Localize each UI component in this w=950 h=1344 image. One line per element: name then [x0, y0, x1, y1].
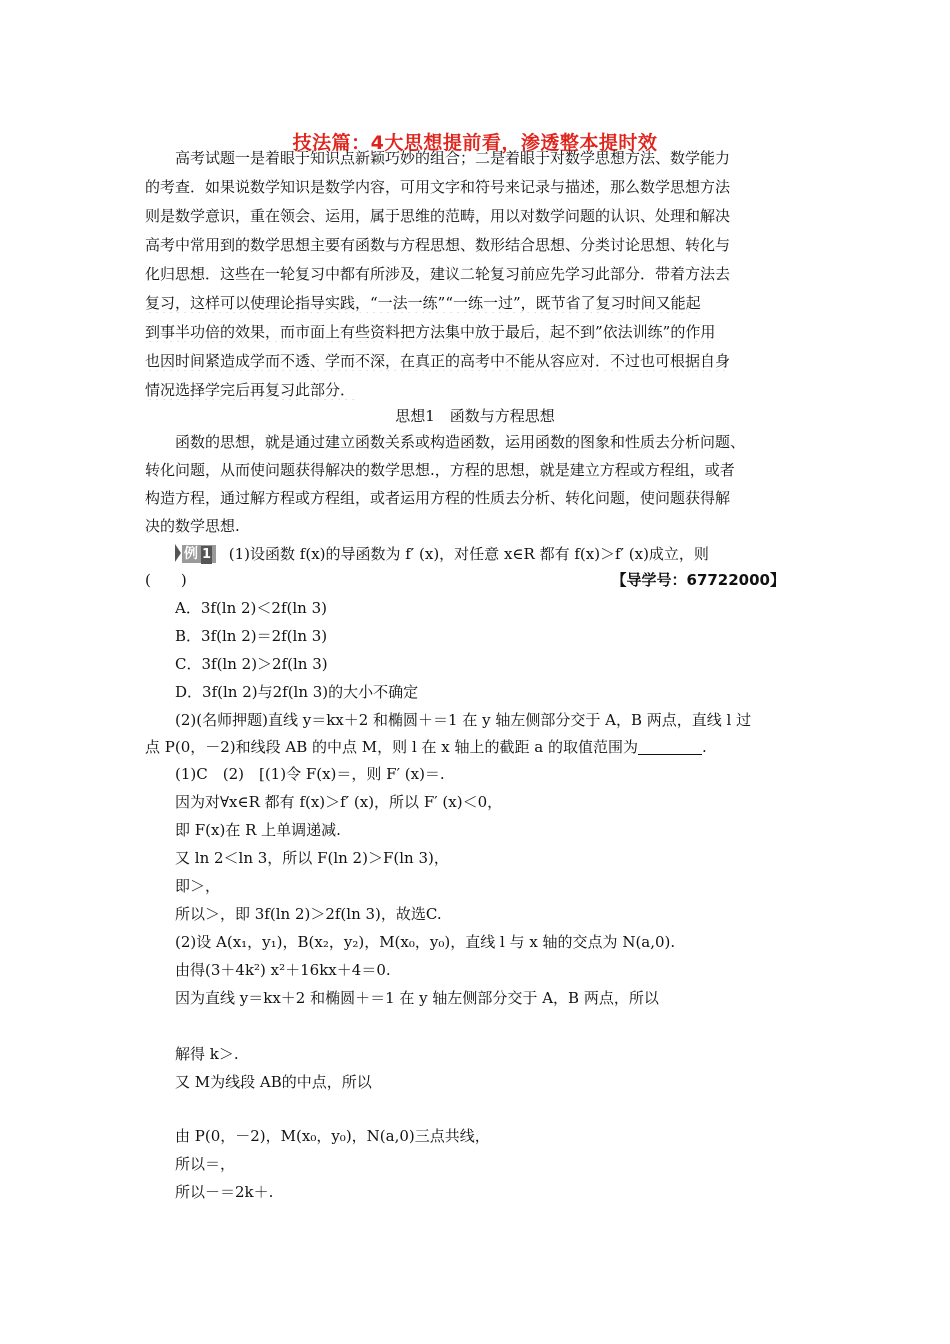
solution-line: 因为直线 y＝kx＋2 和椭圆＋＝1 在 y 轴左侧部分交于 A，B 两点，所以 — [175, 989, 659, 1007]
intro-line — [145, 351, 810, 371]
solution-line: 又 M为线段 AB的中点，所以 — [175, 1073, 372, 1091]
solution-line: 即＞， — [175, 877, 221, 895]
intro-line — [145, 380, 810, 400]
solution-line: 因为对∀x∈R 都有 f(x)＞f′ (x)，所以 F′ (x)＜0， — [175, 793, 503, 811]
solution-line: 由 P(0，－2)，M(x₀，y₀)，N(a,0)三点共线， — [175, 1127, 490, 1145]
intro-line — [145, 293, 810, 313]
option-c: C．3f(ln 2)＞2f(ln 3) — [175, 655, 328, 673]
answer-blank — [638, 740, 702, 755]
solution-line: 所以＝， — [175, 1155, 236, 1173]
intro-line-text: 情况选择学完后再复习此部分． — [145, 381, 356, 399]
intro-line: 则是数学意识，重在领会、运用，属于思维的范畴，用以对数学问题的认识、处理和解决 — [145, 207, 731, 225]
solution-line: 又 ln 2＜ln 3，所以 F(ln 2)＞F(ln 3)， — [175, 849, 449, 867]
section-line: 构造方程，通过解方程或方程组，或者运用方程的性质去分析、转化问题，使问题获得解 — [145, 489, 731, 507]
example-q2-end: . — [701, 738, 707, 756]
section-line: 转化问题，从而使问题获得解决的数学思想.，方程的思想，就是建立方程或方程组，或者 — [145, 461, 735, 479]
solution-line: 所以－＝2k＋. — [175, 1183, 274, 1201]
example-q2-line1: (2)(名师押题)直线 y＝kx＋2 和椭圆＋＝1 在 y 轴左侧部分交于 A，B 两点，直线 l 过 — [175, 711, 752, 729]
page-title: 技法篇：4大思想提前看，渗透整本提时效 — [292, 132, 658, 154]
option-d: D．3f(ln 2)与2f(ln 3)的大小不确定 — [175, 683, 419, 701]
example-tag — [182, 545, 216, 563]
example-q1-text: (1)设函数 f(x)的导函数为 f′ (x)，对任意 x∈R 都有 f(x)＞f′ (x)成立，则 — [228, 545, 709, 563]
intro-line-text: 复习，这样可以使理论指导实践，“一法一练”“一练一过”，既节省了复习时间又能起 — [145, 294, 701, 312]
guide-number: 【导学号：67722000】 — [611, 571, 785, 589]
solution-line: 即 F(x)在 R 上单调递减. — [175, 821, 341, 839]
intro-line: 化归思想．这些在一轮复习中都有所涉及，建议二轮复习前应先学习此部分．带着方法去 — [145, 265, 731, 283]
intro-line: 高考中常用到的数学思想主要有函数与方程思想、数形结合思想、分类讨论思想、转化与 — [145, 236, 731, 254]
solution-line: 所以＞，即 3f(ln 2)＞2f(ln 3)，故选C. — [175, 905, 442, 923]
example-tag-label: 例 — [184, 546, 198, 562]
example-q2-line2 — [145, 737, 810, 757]
solution-line: (1)C (2) [(1)令 F(x)＝，则 F′ (x)＝. — [175, 765, 445, 783]
example-q1-line2 — [145, 570, 810, 590]
intro-line-text: 也因时间紧造成学而不透、学而不深，在真正的高考中不能从容应对．不过也可根据自身 — [145, 352, 731, 370]
option-b: B．3f(ln 2)＝2f(ln 3) — [175, 627, 328, 645]
example-tag-number: 1 — [201, 547, 212, 562]
option-a: A．3f(ln 2)＜2f(ln 3) — [175, 599, 327, 617]
solution-line: 解得 k＞. — [175, 1045, 239, 1063]
intro-line: 高考试题一是着眼于知识点新颖巧妙的组合；二是着眼于对数学思想方法、数学能力 — [175, 149, 731, 167]
intro-line-text: 到事半功倍的效果，而市面上有些资料把方法集中放于最后，起不到”依法训练”的作用 — [145, 323, 716, 341]
solution-line: (2)设 A(x₁，y₁)，B(x₂，y₂)，M(x₀，y₀)，直线 l 与 x 轴的交点为 N(a,0). — [175, 933, 676, 951]
example-q2-text: 点 P(0，－2)和线段 AB 的中点 M，则 l 在 x 轴上的截距 a 的取值范围为 — [145, 738, 638, 756]
solution-line: 由得(3＋4k²) x²＋16kx＋4＝0. — [175, 961, 391, 979]
answer-paren: ( ) — [145, 571, 187, 589]
section-line: 函数的思想，就是通过建立函数关系或构造函数，运用函数的图象和性质去分析问题、 — [175, 433, 746, 451]
intro-line — [145, 322, 810, 342]
section-line: 决的数学思想. — [145, 517, 240, 535]
example-question-1 — [175, 544, 815, 564]
example-arrow-icon — [175, 544, 181, 562]
section-heading: 思想1 函数与方程思想 — [395, 407, 555, 425]
intro-line: 的考查．如果说数学知识是数学内容，可用文字和符号来记录与描述，那么数学思想方法 — [145, 178, 731, 196]
